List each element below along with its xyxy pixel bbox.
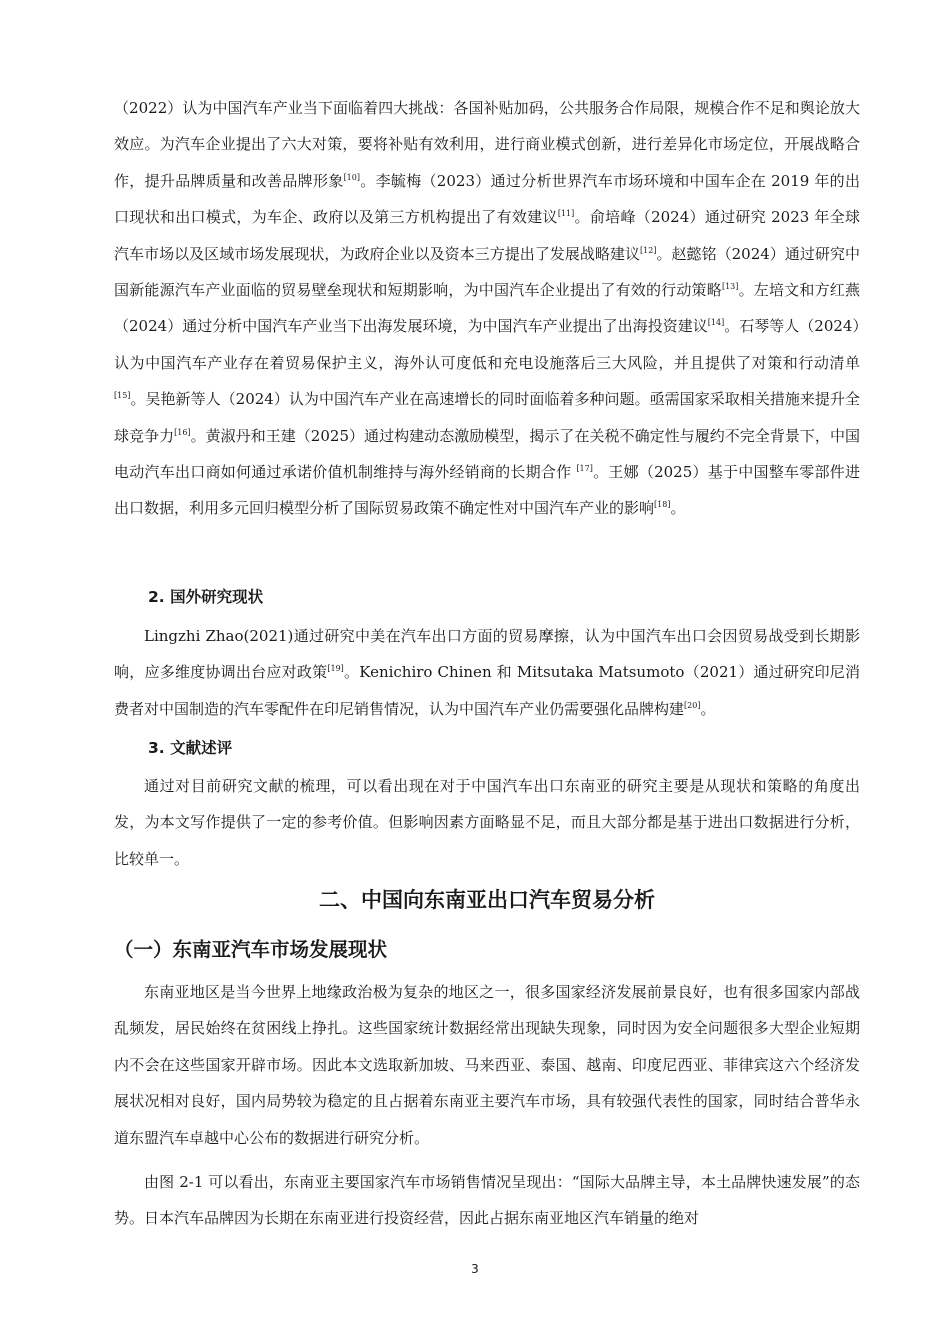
- citation-ref: [14]: [707, 318, 725, 328]
- paragraph-figure-analysis: 由图 2-1 可以看出，东南亚主要国家汽车市场销售情况呈现出：“国际大品牌主导，本土品牌快速发展”的态势。日本汽车品牌因为长期在东南亚进行投资经营，因此占据东南亚地区汽车销量的绝对: [114, 1173, 860, 1228]
- citation-ref: [13]: [721, 282, 739, 292]
- heading-literature-review: 3. 文献述评: [148, 739, 233, 757]
- citation-ref: [16]: [174, 427, 191, 437]
- citation-ref: [17]: [576, 464, 593, 474]
- paragraph-market-overview: 东南亚地区是当今世界上地缘政治极为复杂的地区之一，很多国家经济发展前景良好，也有很多国家内部战乱频发，居民始终在贫困线上挣扎。这些国家统计数据经常出现缺失现象，同时因为安全问题很多大型企业短期内不会在这些国家开辟市场。因此本文选取新加坡、马来西亚、泰国、越南、印度尼西亚、菲律宾这六个经济发展状况相对良好，国内局势较为稳定的且占据着东南亚主要汽车市场，具有较强代表性的国家，同时结合普华永道东盟汽车卓越中心公布的数据进行研究分析。: [114, 983, 860, 1147]
- citation-ref: [11]: [557, 209, 575, 219]
- paragraph-literature-review: 通过对目前研究文献的梳理，可以看出现在对于中国汽车出口东南亚的研究主要是从现状和策略的角度出发，为本文写作提供了一定的参考价值。但影响因素方面略显不足，而且大部分都是基于进出口数据进行分析，比较单一。: [114, 777, 860, 868]
- section-title: （一）东南亚汽车市场发展现状: [114, 938, 388, 961]
- citation-ref: [19]: [327, 664, 344, 674]
- citation-ref: [20]: [684, 700, 701, 710]
- citation-ref: [18]: [654, 500, 671, 510]
- paragraph-foreign-literature: Lingzhi Zhao(2021)通过研究中美在汽车出口方面的贸易摩擦，认为中国汽车出口会因贸易战受到长期影响，应多维度协调出台应对政策[19]。Kenichiro Chinen 和 Mitsutaka Matsumoto（2021）通过研究印尼消费者对中国制造的汽车零配件在印尼销售情况，认为中国汽车产业仍需要强化品牌构建[20]。: [114, 627, 860, 718]
- citation-ref: [10]: [343, 172, 360, 182]
- heading-foreign-research: 2. 国外研究现状: [148, 588, 264, 606]
- paragraph-domestic-literature: （2022）认为中国汽车产业当下面临着四大挑战：各国补贴加码，公共服务合作局限，规模合作不足和舆论放大效应。为汽车企业提出了六大对策，要将补贴有效利用，进行商业模式创新，进行差异化市场定位，开展战略合作，提升品牌质量和改善品牌形象[10]。李毓梅（2023）通过分析世界汽车市场环境和中国车企在 2019 年的出口现状和出口模式，为车企、政府以及第三方机构提出了有效建议[11]。俞培峰（2024）通过研究 2023 年全球汽车市场以及区域市场发展现状，为政府企业以及资本三方提出了发展战略建议[12]。赵懿铭（2024）通过研究中国新能源汽车产业面临的贸易壁垒现状和短期影响，为中国汽车企业提出了有效的行动策略[13]。左培文和方红燕（2024）通过分析中国汽车产业当下出海发展环境，为中国汽车产业提出了出海投资建议[14]。石琴等人（2024）认为中国汽车产业存在着贸易保护主义，海外认可度低和充电设施落后三大风险，并且提供了对策和行动清单[15]。吴艳新等人（2024）认为中国汽车产业在高速增长的同时面临着多种问题。亟需国家采取相关措施来提升全球竞争力[16]。黄淑丹和王建（2025）通过构建动态激励模型，揭示了在关税不确定性与履约不完全背景下，中国电动汽车出口商如何通过承诺价值机制维持与海外经销商的长期合作 [17]。王娜（2025）基于中国整车零部件进出口数据，利用多元回归模型分析了国际贸易政策不确定性对中国汽车产业的影响[18]。: [114, 99, 860, 518]
- page-number: 3: [471, 1262, 479, 1276]
- citation-ref: [15]: [114, 391, 131, 401]
- citation-ref: [12]: [640, 245, 657, 255]
- chapter-title: 二、中国向东南亚出口汽车贸易分析: [319, 888, 655, 912]
